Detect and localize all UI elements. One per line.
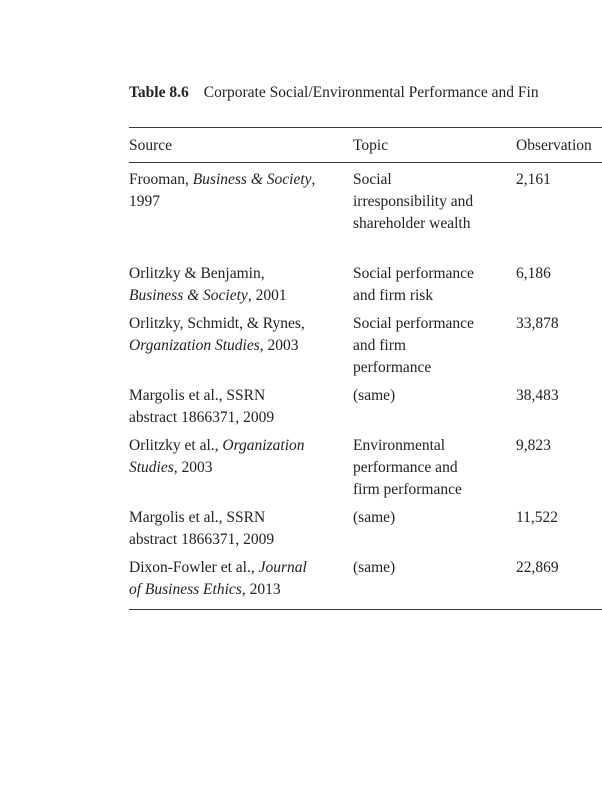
meta-analysis-table [129,127,602,610]
topic-text: (same) [353,387,396,404]
table-row [129,307,602,379]
source-text-italic: Journal [258,559,307,576]
source-cell [129,429,353,501]
source-text-italic: Studies [129,459,174,476]
source-text-italic: Business & Society [129,287,248,304]
topic-text: performance and [353,459,458,476]
source-cell [129,551,353,610]
source-text: abstract 1866371, 2009 [129,531,275,548]
topic-text: performance [353,359,432,376]
topic-text: irresponsibility and [353,193,474,210]
source-text: , 2003 [259,337,299,354]
observations-cell: 38,483 [516,387,559,404]
observations-cell: 11,522 [516,509,559,526]
table-row [129,429,602,501]
source-cell [129,379,353,429]
source-text-italic: Organization Studies [129,337,260,354]
col-header-observations: Observation [516,128,602,163]
source-text: , [311,171,316,188]
source-text: , 2003 [173,459,213,476]
source-text: , 2013 [241,581,281,598]
header-row [129,128,602,163]
topic-cell [353,501,516,551]
source-text: Margolis et al., SSRN [129,387,266,404]
source-text-italic: Organization [222,437,305,454]
observations-cell: 9,823 [516,437,551,454]
source-text: Orlitzky, Schmidt, & Rynes, [129,315,305,332]
table-block [129,82,602,610]
observations-cell: 22,869 [516,551,602,610]
topic-cell [353,163,516,258]
source-text-italic: Business & Society [192,171,312,188]
table-row [129,163,602,258]
topic-cell [353,551,516,610]
source-cell [129,163,353,258]
topic-text: and firm [353,337,406,354]
col-header-source: Source [129,128,353,163]
table-row [129,551,602,610]
topic-cell [353,307,516,379]
source-cell [129,307,353,379]
topic-cell [353,257,516,307]
table-row [129,501,602,551]
source-text-italic: of Business Ethics [129,581,242,598]
observations-cell: 33,878 [516,315,559,332]
topic-text: Social [353,171,392,188]
source-cell [129,257,353,307]
table-number: Table 8.6 [129,84,189,101]
col-header-topic: Topic [353,128,516,163]
source-text: abstract 1866371, 2009 [129,409,275,426]
observations-cell: 2,161 [516,171,551,188]
topic-text: shareholder wealth [353,215,471,232]
table-body [129,163,602,610]
topic-text: and firm risk [353,287,434,304]
topic-text: (same) [353,559,396,576]
source-text: Frooman, [129,171,193,188]
source-text: 1997 [129,193,160,210]
topic-text: Social performance [353,315,474,332]
topic-text: Environmental [353,437,446,454]
table-caption [129,82,602,103]
topic-cell [353,429,516,501]
topic-text: (same) [353,509,396,526]
source-text: Dixon-Fowler et al., [129,559,259,576]
source-text: Margolis et al., SSRN [129,509,266,526]
source-text: Orlitzky & Benjamin, [129,265,265,282]
table-row [129,257,602,307]
topic-cell [353,379,516,429]
topic-text: firm performance [353,481,462,498]
table-title: Corporate Social/Environmental Performance and Fin [203,84,539,101]
source-cell [129,501,353,551]
topic-text: Social performance [353,265,474,282]
observations-cell: 6,186 [516,265,551,282]
source-text: Orlitzky et al., [129,437,223,454]
source-text: , 2001 [247,287,287,304]
table-row [129,379,602,429]
